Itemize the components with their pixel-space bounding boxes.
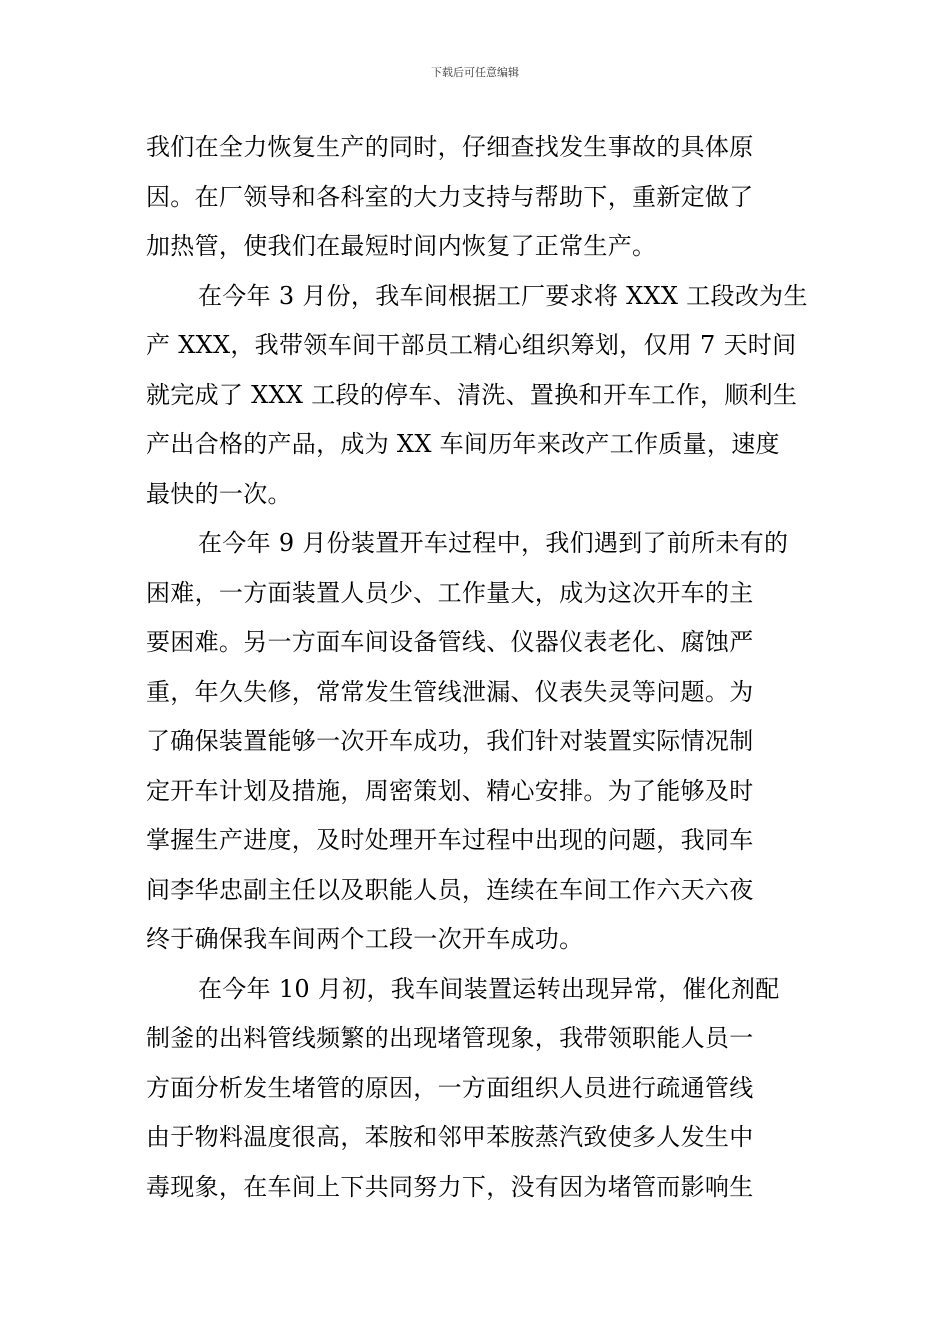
text-line: 最快的一次。 xyxy=(146,479,292,508)
text-line: 产出合格的产品，成为 XX 车间历年来改产工作质量，速度 xyxy=(146,430,780,458)
text-line: 产 XXX，我带领车间干部员工精心组织筹划，仅用 7 天时间 xyxy=(146,331,797,359)
text-line: 毒现象，在车间上下共同努力下，没有因为堵管而影响生 xyxy=(146,1172,754,1201)
text-line: 我们在全力恢复生产的同时，仔细查找发生事故的具体原 xyxy=(146,133,754,161)
text-line: 重，年久失修，常常发生管线泄漏、仪表失灵等问题。为 xyxy=(146,677,754,706)
text-line: 困难，一方面装置人员少、工作量大，成为这次开车的主 xyxy=(146,578,754,607)
text-line: 终于确保我车间两个工段一次开车成功。 xyxy=(146,925,584,953)
text-line: 方面分析发生堵管的原因，一方面组织人员进行疏通管线 xyxy=(146,1073,754,1102)
text-line: 要困难。另一方面车间设备管线、仪器仪表老化、腐蚀严 xyxy=(146,628,754,656)
text-line: 间李华忠副主任以及职能人员，连续在车间工作六天六夜 xyxy=(146,875,754,904)
text-line: 掌握生产进度，及时处理开车过程中出现的问题，我同车 xyxy=(146,826,754,854)
text-line: 定开车计划及措施，周密策划、精心安排。为了能够及时 xyxy=(146,776,754,805)
text-line: 就完成了 XXX 工段的停车、清洗、置换和开车工作，顺利生 xyxy=(146,380,798,409)
text-line: 制釜的出料管线频繁的出现堵管现象，我带领职能人员一 xyxy=(146,1024,754,1052)
paragraph-start-line: 在今年 9 月份装置开车过程中，我们遇到了前所未有的 xyxy=(198,529,789,557)
text-line: 由于物料温度很高，苯胺和邻甲苯胺蒸汽致使多人发生中 xyxy=(146,1123,754,1151)
text-line: 了确保装置能够一次开车成功，我们针对装置实际情况制 xyxy=(146,727,754,755)
text-line: 因。在厂领导和各科室的大力支持与帮助下，重新定做了 xyxy=(146,182,754,211)
paragraph-start-line: 在今年 3 月份，我车间根据工厂要求将 XXX 工段改为生 xyxy=(198,281,808,310)
paragraph-start-line: 在今年 10 月初，我车间装置运转出现异常，催化剂配 xyxy=(198,974,780,1003)
page-header: 下载后可任意编辑 xyxy=(431,66,519,79)
body-text xyxy=(146,123,806,1212)
text-line: 加热管，使我们在最短时间内恢复了正常生产。 xyxy=(146,232,657,260)
